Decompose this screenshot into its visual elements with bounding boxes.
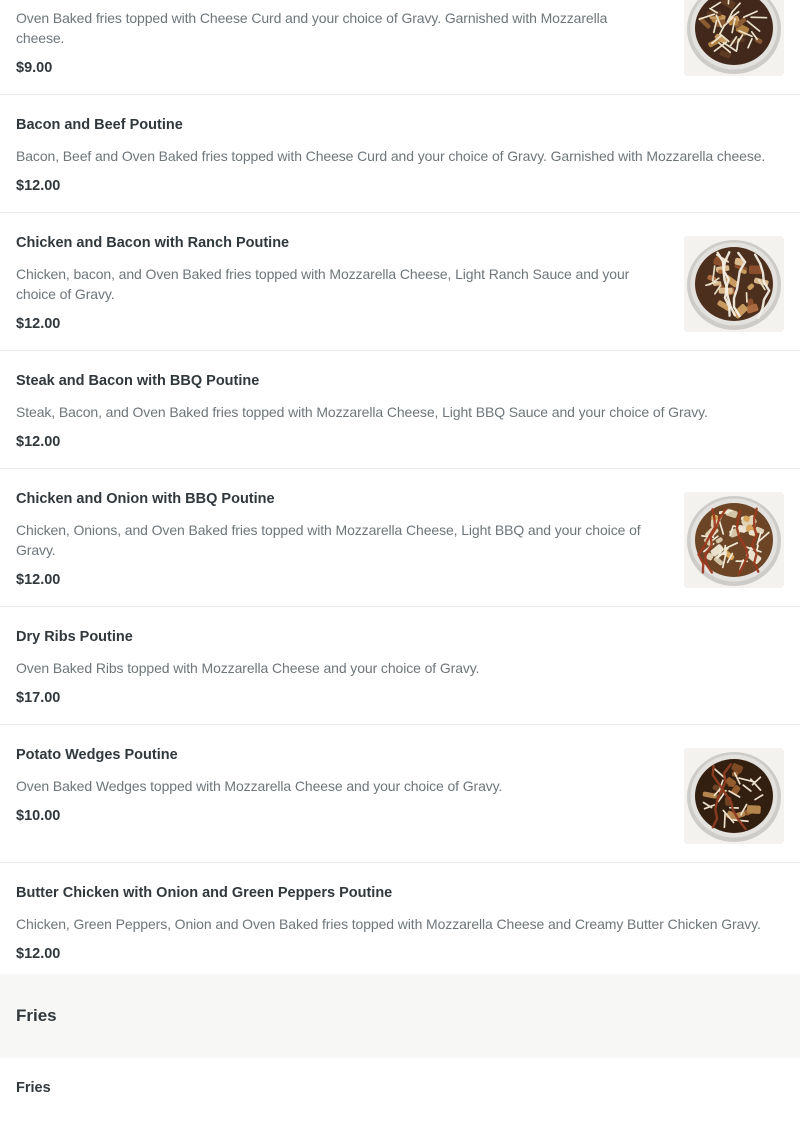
menu-item-text [16, 630, 784, 706]
item-price: $9.00 [16, 61, 652, 76]
item-title: Bacon and Beef Poutine [16, 118, 784, 133]
item-price: $17.00 [16, 691, 784, 706]
item-description: Oven Baked Wedges topped with Mozzarella Cheese and your choice of Gravy. [16, 776, 652, 796]
item-title: Fries [16, 1081, 784, 1096]
item-title: Potato Wedges Poutine [16, 748, 652, 763]
item-title: Chicken and Bacon with Ranch Poutine [16, 236, 652, 251]
item-title: Steak and Bacon with BBQ Poutine [16, 374, 784, 389]
item-price: $12.00 [16, 947, 784, 962]
menu-item-row[interactable] [0, 213, 800, 351]
item-price: $12.00 [16, 179, 784, 194]
menu-item-row[interactable] [0, 607, 800, 725]
item-description: Oven Baked fries topped with Cheese Curd and your choice of Gravy. Garnished with Mozzarella cheese. [16, 8, 652, 48]
menu-item-text [16, 374, 784, 450]
menu-item-text [16, 886, 784, 962]
dish-photo [684, 0, 784, 76]
item-description: Oven Baked Ribs topped with Mozzarella Cheese and your choice of Gravy. [16, 658, 784, 678]
item-description: Steak, Bacon, and Oven Baked fries topped with Mozzarella Cheese, Light BBQ Sauce and your choice of Gravy. [16, 402, 784, 422]
menu-item-text [16, 118, 784, 194]
item-description: Chicken, Onions, and Oven Baked fries topped with Mozzarella Cheese, Light BBQ and your choice of Gravy. [16, 520, 652, 560]
item-title: Chicken and Onion with BBQ Poutine [16, 492, 652, 507]
item-description: Chicken, Green Peppers, Onion and Oven Baked fries topped with Mozzarella Cheese and Creamy Butter Chicken Gravy. [16, 914, 784, 934]
dish-photo [684, 236, 784, 332]
menu-item-text [16, 492, 652, 588]
dish-photo [684, 748, 784, 844]
item-description: Bacon, Beef and Oven Baked fries topped with Cheese Curd and your choice of Gravy. Garnished with Mozzarella cheese. [16, 146, 784, 166]
menu-section-header [0, 974, 800, 1058]
section-title: Fries [16, 1006, 57, 1026]
item-title: Dry Ribs Poutine [16, 630, 784, 645]
menu-item-row[interactable] [0, 469, 800, 607]
item-price: $12.00 [16, 435, 784, 450]
menu-item-text [16, 1081, 784, 1109]
menu-item-row[interactable] [0, 1058, 800, 1121]
item-price: $12.00 [16, 573, 652, 588]
menu-section [0, 1058, 800, 1121]
menu-item-text [16, 748, 652, 824]
item-description: Chicken, bacon, and Oven Baked fries topped with Mozzarella Cheese, Light Ranch Sauce and your choice of Gravy. [16, 264, 652, 304]
dish-photo [684, 492, 784, 588]
item-title: Butter Chicken with Onion and Green Peppers Poutine [16, 886, 784, 901]
menu-item-row[interactable] [0, 95, 800, 213]
menu-item-row[interactable] [0, 863, 800, 974]
menu-item-row[interactable] [0, 0, 800, 95]
item-price: $12.00 [16, 317, 652, 332]
item-price: $10.00 [16, 809, 652, 824]
menu-item-row[interactable] [0, 351, 800, 469]
menu-item-row[interactable] [0, 725, 800, 863]
menu-item-text [16, 236, 652, 332]
menu-item-text [16, 8, 652, 76]
